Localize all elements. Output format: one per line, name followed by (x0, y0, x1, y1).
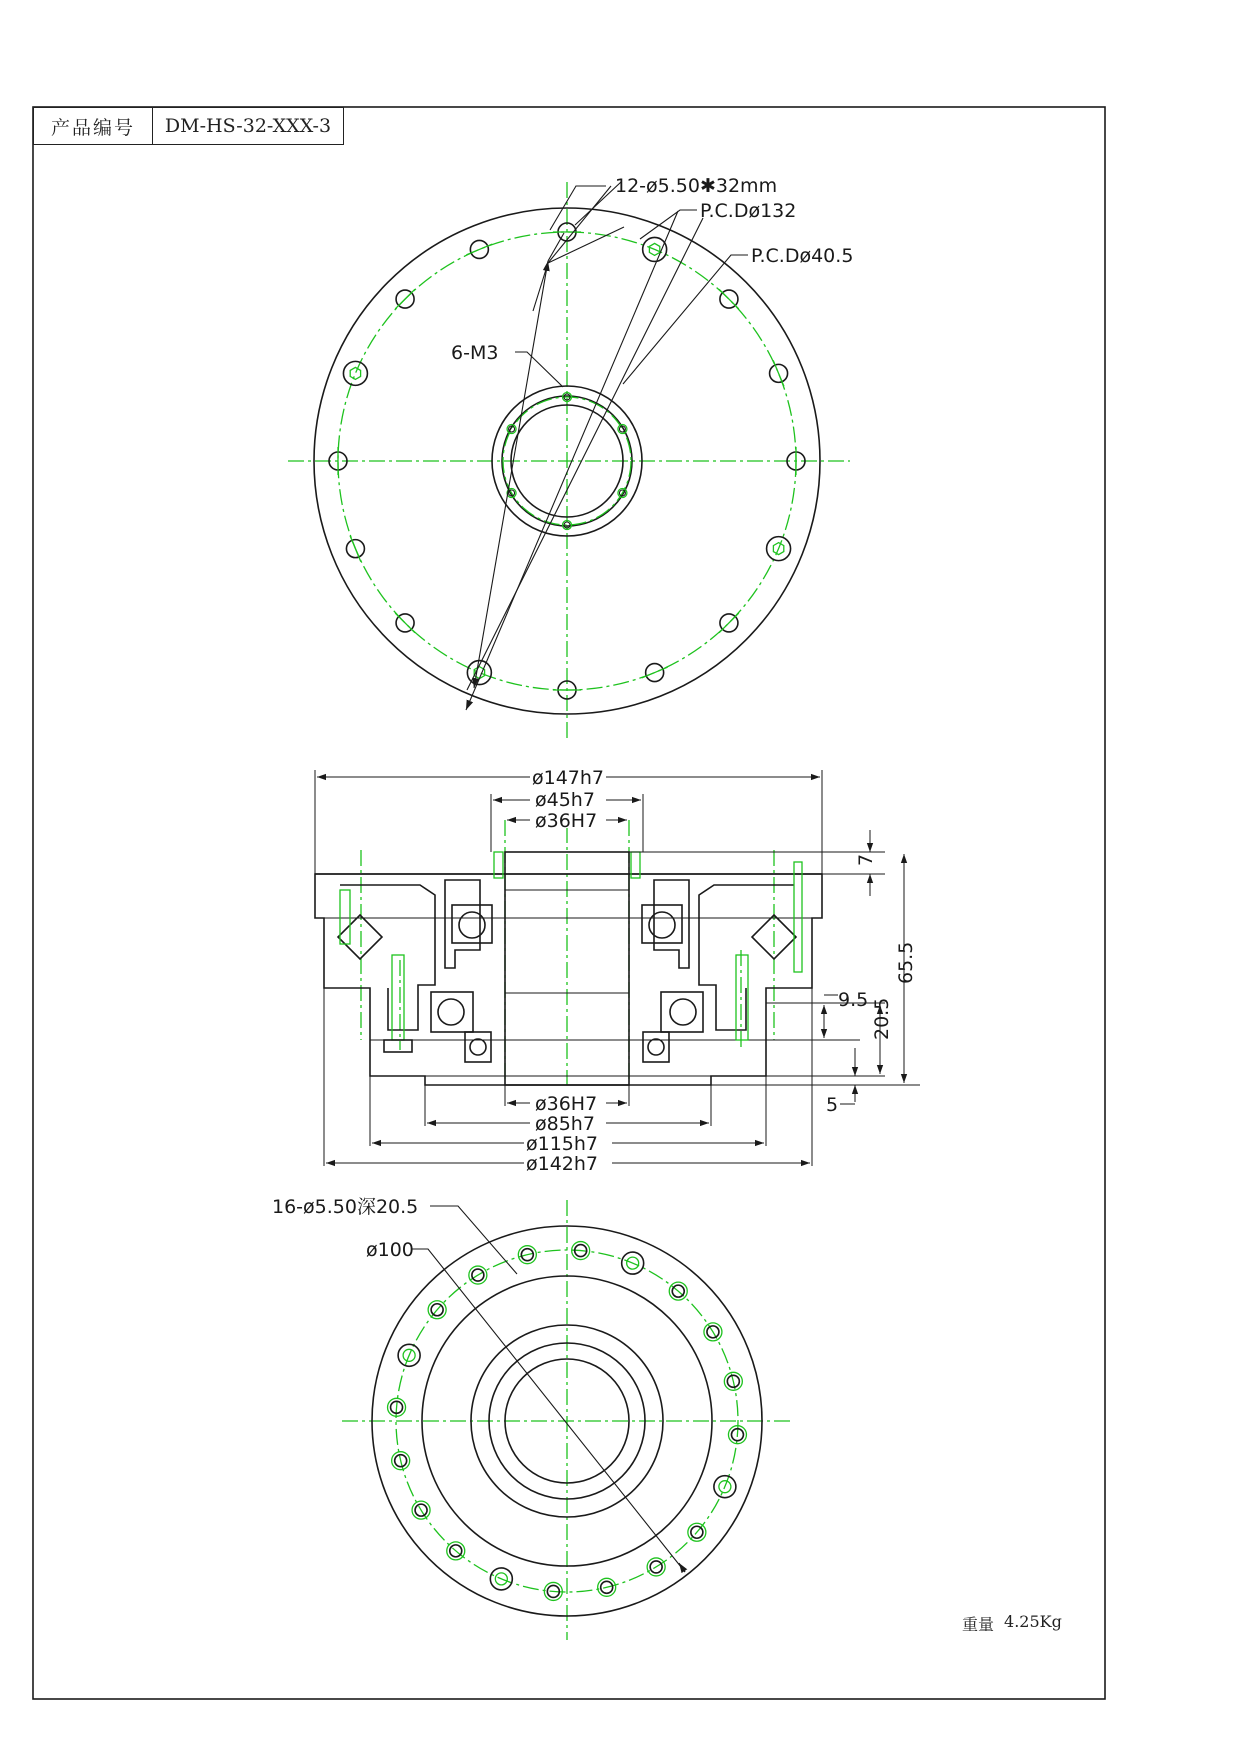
dim-20-5: 20.5 (871, 997, 893, 1040)
product-number-value: DM-HS-32-XXX-3 (164, 115, 332, 137)
callout-pcd-inner: P.C.Dø40.5 (751, 245, 854, 267)
dim-5: 5 (826, 1094, 839, 1116)
dim-id-36-bottom: ø36H7 (535, 1093, 598, 1115)
dim-od-115: ø115h7 (526, 1133, 599, 1155)
hex-socket-icon (350, 367, 360, 379)
top-view (288, 175, 853, 738)
weight-label: 重量 (962, 1615, 995, 1634)
dim-od-85: ø85h7 (535, 1113, 595, 1135)
sheet-border (33, 107, 1105, 1699)
callout-holes: 12-ø5.50✱32mm (615, 175, 778, 197)
screw-head (343, 361, 367, 385)
product-number-label: 产品编号 (34, 108, 153, 144)
weight-note (962, 1612, 1062, 1635)
dim-7: 7 (855, 853, 877, 866)
callout-pcd-outer: P.C.Dø132 (700, 200, 797, 222)
dim-od-45: ø45h7 (535, 789, 595, 811)
bottom-view (272, 1196, 792, 1640)
title-block (33, 107, 344, 145)
callout-diameter-100: ø100 (366, 1239, 414, 1261)
callout-tapped: 6-M3 (451, 342, 499, 364)
section-view (315, 766, 920, 1175)
weight-value: 4.25Kg (1004, 1612, 1062, 1631)
dim-od-142: ø142h7 (526, 1153, 599, 1175)
dim-id-36-top: ø36H7 (535, 810, 598, 832)
dim-9-5: 9.5 (838, 989, 869, 1011)
dim-od-147: ø147h7 (532, 767, 605, 789)
dim-65-5: 65.5 (895, 941, 917, 984)
callout-holes-bottom: 16-ø5.50深20.5 (272, 1196, 419, 1218)
